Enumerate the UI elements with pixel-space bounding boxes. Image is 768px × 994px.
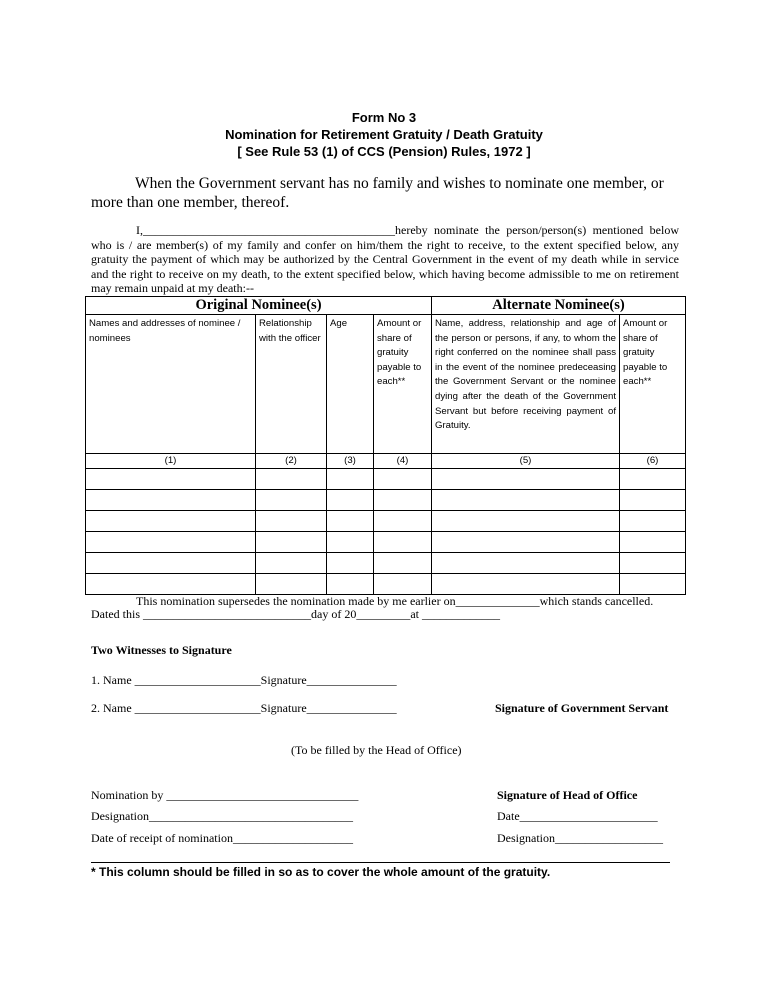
- table-cell[interactable]: [256, 511, 327, 532]
- table-cell[interactable]: [432, 553, 620, 574]
- intro-paragraph: When the Government servant has no family and wishes to nominate one member, or more than one member, thereof.: [91, 175, 664, 211]
- table-cell[interactable]: [86, 532, 256, 553]
- column-header-names: Names and addresses of nominee / nominees: [86, 315, 256, 454]
- table-cell[interactable]: [620, 511, 686, 532]
- table-cell[interactable]: [256, 553, 327, 574]
- table-cell[interactable]: [86, 490, 256, 511]
- date-receipt-line: Date of receipt of nomination____________________: [91, 831, 353, 845]
- table-cell[interactable]: [432, 469, 620, 490]
- table-row: [86, 532, 686, 553]
- table-cell[interactable]: [256, 469, 327, 490]
- dated-line: Dated this ____________________________day of 20_________at _____________: [91, 607, 500, 621]
- form-number: Form No 3: [351, 110, 417, 125]
- table-cell[interactable]: [327, 574, 374, 595]
- column-header-alternate-details: Name, address, relationship and age of the person or persons, if any, to whom the right conferred on the nominee shall pass in the event of the nominee predeceasing the Government Servant or the nominee dying after the death of the Government Servant but before receiving payment of Gratuity.: [432, 315, 620, 454]
- table-cell[interactable]: [86, 511, 256, 532]
- table-cell[interactable]: [86, 553, 256, 574]
- column-header-alternate-amount: Amount or share of gratuity payable to each**: [620, 315, 686, 454]
- signature-head-office: Signature of Head of Office: [497, 788, 638, 802]
- declaration-paragraph: I,__________________________________________hereby nominate the person/person(s) mentioned below who is / are member(s) of my family and confer on him/them the right to receive, to the extent specified below, any gratuity the payment of which may be authorized by the Central Government in the event of my death while in service and the right to receive on my death, to the extent specified below, which having become admissible to me on retirement may remain unpaid at my death:--: [91, 223, 679, 296]
- column-header-amount: Amount or share of gratuity payable to each**: [374, 315, 432, 454]
- column-number: (6): [620, 454, 686, 469]
- column-number: (5): [432, 454, 620, 469]
- table-cell[interactable]: [374, 511, 432, 532]
- witness-2-line: 2. Name _____________________Signature_______________: [91, 701, 397, 715]
- table-row: [86, 490, 686, 511]
- table-cell[interactable]: [256, 574, 327, 595]
- table-cell[interactable]: [374, 574, 432, 595]
- form-rule: [ See Rule 53 (1) of CCS (Pension) Rules, 1972 ]: [237, 144, 531, 159]
- table-cell[interactable]: [327, 553, 374, 574]
- table-cell[interactable]: [374, 469, 432, 490]
- table-cell[interactable]: [432, 490, 620, 511]
- table-cell[interactable]: [374, 532, 432, 553]
- table-cell[interactable]: [327, 511, 374, 532]
- table-cell[interactable]: [620, 490, 686, 511]
- nomination-by-line: Nomination by ________________________________: [91, 788, 359, 802]
- table-cell[interactable]: [620, 469, 686, 490]
- head-office-designation-line: Designation__________________: [497, 831, 663, 845]
- table-cell[interactable]: [327, 469, 374, 490]
- footnote: * This column should be filled in so as to cover the whole amount of the gratuity.: [91, 865, 551, 879]
- alternate-nominee-header: Alternate Nominee(s): [432, 297, 686, 315]
- signature-government-servant: Signature of Government Servant: [495, 701, 669, 715]
- witness-1-line: 1. Name _____________________Signature_______________: [91, 673, 397, 687]
- table-row: [86, 553, 686, 574]
- form-title: Nomination for Retirement Gratuity / Death Gratuity: [225, 127, 543, 142]
- supersedes-line: This nomination supersedes the nomination made by me earlier on______________which stands cancelled.: [136, 594, 654, 608]
- table-cell[interactable]: [374, 490, 432, 511]
- table-row: [86, 511, 686, 532]
- column-number: (3): [327, 454, 374, 469]
- table-cell[interactable]: [86, 469, 256, 490]
- nomination-table: [85, 296, 686, 595]
- table-cell[interactable]: [432, 511, 620, 532]
- table-cell[interactable]: [620, 553, 686, 574]
- original-nominee-header: Original Nominee(s): [86, 297, 432, 315]
- witnesses-heading: Two Witnesses to Signature: [91, 643, 232, 657]
- column-header-relationship: Relationship with the officer: [256, 315, 327, 454]
- designation-line: Designation__________________________________: [91, 809, 353, 823]
- table-cell[interactable]: [620, 532, 686, 553]
- table-row: [86, 469, 686, 490]
- footnote-divider: [91, 862, 670, 863]
- column-number: (4): [374, 454, 432, 469]
- column-number: (1): [86, 454, 256, 469]
- table-cell[interactable]: [327, 532, 374, 553]
- table-cell[interactable]: [620, 574, 686, 595]
- column-number: (2): [256, 454, 327, 469]
- table-cell[interactable]: [432, 532, 620, 553]
- table-cell[interactable]: [327, 490, 374, 511]
- table-cell[interactable]: [256, 532, 327, 553]
- table-cell[interactable]: [374, 553, 432, 574]
- table-cell[interactable]: [86, 574, 256, 595]
- column-header-age: Age: [327, 315, 374, 454]
- head-office-date-line: Date_______________________: [497, 809, 658, 823]
- table-cell[interactable]: [256, 490, 327, 511]
- head-office-note: (To be filled by the Head of Office): [291, 743, 462, 757]
- table-cell[interactable]: [432, 574, 620, 595]
- table-row: [86, 574, 686, 595]
